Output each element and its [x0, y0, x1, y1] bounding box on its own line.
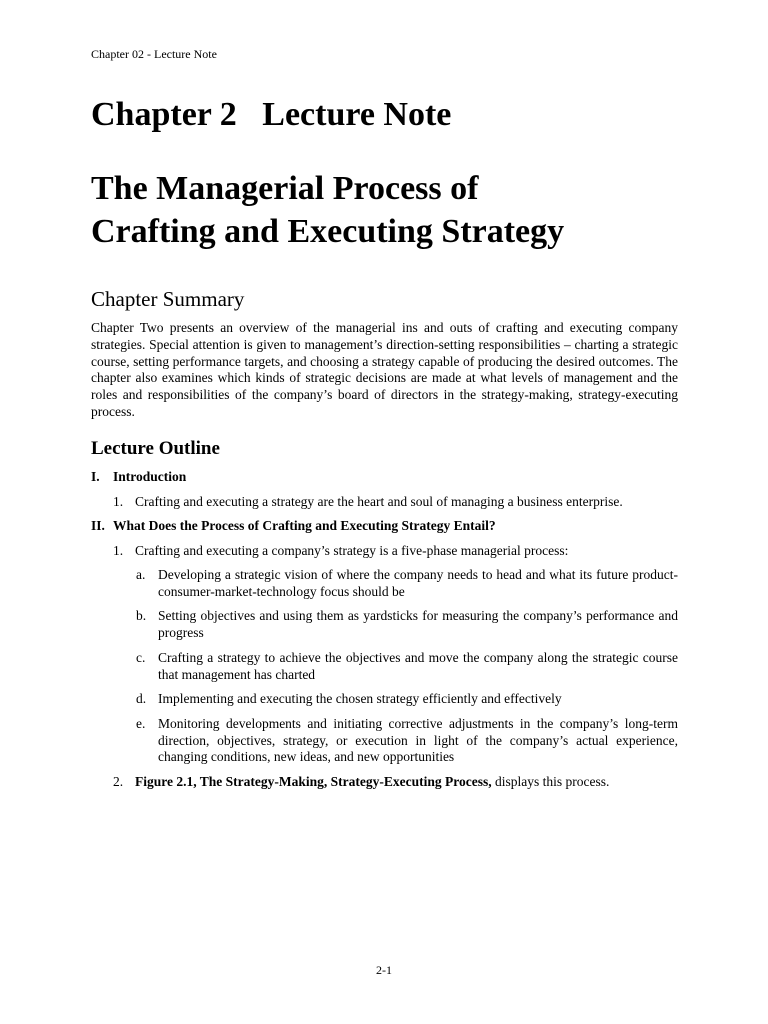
main-title-line-1: The Managerial Process of	[91, 170, 479, 207]
list-item	[113, 774, 678, 791]
sub-list-item	[136, 608, 678, 641]
list-marker: b.	[136, 608, 147, 623]
list-marker: 2.	[113, 774, 124, 789]
summary-paragraph: Chapter Two presents an overview of the managerial ins and outs of crafting and executing company strategies. Special attention is given to management’s direction-setting responsibilities – charting a strategic course, setting performance targets, and choosing a strategy capable of producing the desired outcomes. The chapter also examines which kinds of strategic decisions are made at what levels of management and the roles and responsibilities of the company’s board of directors in the strategy-making, strategy-executing process.	[91, 320, 678, 419]
outline-heading: Lecture Outline	[91, 438, 220, 459]
sub-list-item	[136, 567, 678, 600]
section-title: Introduction	[113, 469, 187, 484]
section-heading-introduction	[91, 469, 186, 485]
page-number: 2-1	[376, 963, 392, 977]
list-item	[113, 494, 678, 511]
main-title-line-2: Crafting and Executing Strategy	[91, 213, 565, 250]
running-header: Chapter 02 - Lecture Note	[91, 47, 217, 61]
section-heading-process	[91, 518, 496, 534]
list-marker: a.	[136, 567, 146, 582]
summary-heading: Chapter Summary	[91, 287, 245, 311]
chapter-title: Chapter 2 Lecture Note	[91, 96, 452, 133]
list-item-text: Monitoring developments and initiating corrective adjustments in the company’s long-term direction, objectives, strategy, or execution in light of the company’s actual experience, changing conditions, new ideas, and new opportunities	[158, 716, 678, 765]
main-title	[91, 167, 691, 253]
section-title: What Does the Process of Crafting and Executing Strategy Entail?	[113, 518, 496, 533]
list-marker: 1.	[113, 543, 124, 558]
figure-reference: Figure 2.1, The Strategy-Making, Strategy-Executing Process,	[135, 774, 492, 789]
section-numeral: II.	[91, 518, 105, 533]
list-marker: e.	[136, 716, 146, 731]
list-marker: d.	[136, 691, 147, 706]
sub-list-item	[136, 716, 678, 766]
list-item	[113, 543, 678, 560]
list-item-text: Crafting and executing a strategy are the heart and soul of managing a business enterprise.	[135, 494, 623, 509]
list-item-text: Crafting a strategy to achieve the objectives and move the company along the strategic course that management has charted	[158, 650, 678, 682]
section-numeral: I.	[91, 469, 100, 484]
list-marker: 1.	[113, 494, 124, 509]
list-item-text: Setting objectives and using them as yardsticks for measuring the company’s performance and progress	[158, 608, 678, 640]
sub-list-item	[136, 691, 678, 708]
list-marker: c.	[136, 650, 146, 665]
list-item-text: Crafting and executing a company’s strategy is a five-phase managerial process:	[135, 543, 569, 558]
sub-list-item	[136, 650, 678, 683]
list-item-text: Developing a strategic vision of where the company needs to head and what its future product-consumer-market-technology focus should be	[158, 567, 678, 599]
list-item-text: Implementing and executing the chosen strategy efficiently and effectively	[158, 691, 562, 706]
list-item-text: displays this process.	[491, 774, 610, 789]
